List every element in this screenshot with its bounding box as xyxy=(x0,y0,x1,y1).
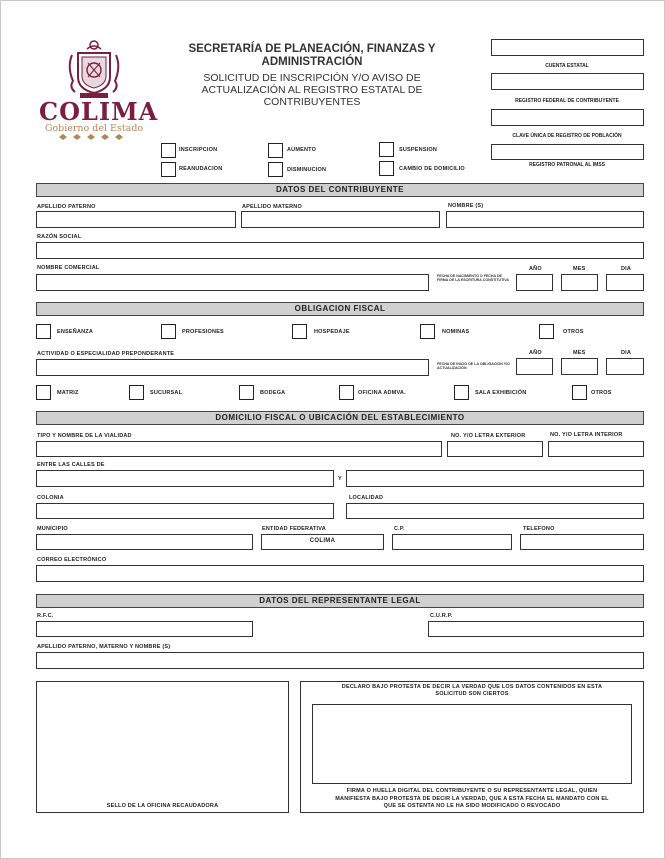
correo-label: CORREO ELECTRÓNICO xyxy=(37,557,107,563)
sala-exhibicion-label: SALA EXHIBICIÓN xyxy=(475,390,527,396)
profesiones-checkbox[interactable] xyxy=(161,324,176,339)
colonia-label: COLONIA xyxy=(37,495,64,501)
mes-field-2[interactable] xyxy=(561,358,598,375)
rep-curp-label: C.U.R.P. xyxy=(430,613,453,619)
rep-curp-field[interactable] xyxy=(428,621,644,637)
otros-checkbox[interactable] xyxy=(539,324,554,339)
firma-instructions: FIRMA O HUELLA DIGITAL DEL CONTRIBUYENTE O SU REPRESENTANTE LEGAL, QUIEN MANIFIESTA BAJO PROTESTA DE DECIR LA VERDAD, QUE A ESTA FECHA EL MANDATO CON EL QUE SE OSTENTA NO LE HA SIDO MODIFICADO O REVOCADO xyxy=(335,788,609,809)
cp-label: C.P. xyxy=(394,526,405,532)
cp-field[interactable] xyxy=(392,534,512,550)
hospedaje-checkbox[interactable] xyxy=(292,324,307,339)
rep-nombre-label: APELLIDO PATERNO, MATERNO Y NOMBRE (S) xyxy=(37,644,171,650)
dia-field-2[interactable] xyxy=(606,358,644,375)
bodega-label: BODEGA xyxy=(260,390,286,396)
reanudacion-checkbox[interactable] xyxy=(161,162,176,177)
nombre-comercial-label: NOMBRE COMERCIAL xyxy=(37,265,100,271)
declaracion-text: DECLARO BAJO PROTESTA DE DECIR LA VERDAD QUE LOS DATOS CONTENIDOS EN ESTA SOLICITUD SON CIERTOS xyxy=(341,684,603,697)
rep-rfc-field[interactable] xyxy=(36,621,253,637)
form-title: SOLICITUD DE INSCRIPCIÓN Y/O AVISO DE ACTUALIZACIÓN AL REGISTRO ESTATAL DE CONTRIBUYENTES xyxy=(201,72,423,108)
nominas-checkbox[interactable] xyxy=(420,324,435,339)
telefono-label: TELEFONO xyxy=(523,526,555,532)
dia-label-2: DIA xyxy=(621,350,632,356)
oficina-checkbox[interactable] xyxy=(339,385,354,400)
entre-calle-1-field[interactable] xyxy=(36,470,334,487)
telefono-field[interactable] xyxy=(520,534,644,550)
logo-name: COLIMA xyxy=(39,97,159,126)
apellido-paterno-field[interactable] xyxy=(36,211,236,228)
correo-field[interactable] xyxy=(36,565,644,582)
agency-title: SECRETARÍA DE PLANEACIÓN, FINANZAS Y ADMINISTRACIÓN xyxy=(188,43,436,68)
localidad-field[interactable] xyxy=(346,503,644,519)
no-interior-label: NO. Y/O LETRA INTERIOR xyxy=(550,432,623,438)
bodega-checkbox[interactable] xyxy=(239,385,254,400)
ornament-icon xyxy=(39,134,149,140)
logo xyxy=(39,37,159,137)
apellido-materno-field[interactable] xyxy=(241,211,440,228)
mes-field[interactable] xyxy=(561,274,598,291)
rep-nombre-field[interactable] xyxy=(36,652,644,669)
ano-field-2[interactable] xyxy=(516,358,553,375)
ano-field[interactable] xyxy=(516,274,553,291)
municipio-label: MUNICIPIO xyxy=(37,526,68,532)
municipio-field[interactable] xyxy=(36,534,253,550)
razon-social-label: RAZÓN SOCIAL xyxy=(37,234,82,240)
curp-label: CLAVE ÚNICA DE REGISTRO DE POBLACIÓN xyxy=(512,133,622,139)
rfc-field[interactable] xyxy=(491,73,644,90)
dia-label: DIA xyxy=(621,266,632,272)
matriz-checkbox[interactable] xyxy=(36,385,51,400)
sello-box xyxy=(36,681,289,813)
entidad-label: ENTIDAD FEDERATIVA xyxy=(262,526,326,532)
sala-exhibicion-checkbox[interactable] xyxy=(454,385,469,400)
apellido-paterno-label: APELLIDO PATERNO xyxy=(37,204,96,210)
ensenanza-checkbox[interactable] xyxy=(36,324,51,339)
disminucion-checkbox[interactable] xyxy=(268,162,283,177)
coat-of-arms-icon xyxy=(39,37,149,99)
no-exterior-field[interactable] xyxy=(447,441,543,457)
vialidad-field[interactable] xyxy=(36,441,442,457)
sucursal-checkbox[interactable] xyxy=(129,385,144,400)
otros-label: OTROS xyxy=(563,329,584,335)
suspension-label: SUSPENSION xyxy=(399,147,438,153)
logo-subtitle: Gobierno del Estado xyxy=(44,123,144,134)
cuenta-estatal-field[interactable] xyxy=(491,39,644,56)
fecha-nacimiento-note: FECHA DE NACIMIENTO O FECHA DE FIRMA DE LA ESCRITURA CONSTITUTIVA xyxy=(437,274,510,283)
representante-section-header: DATOS DEL REPRESENTANTE LEGAL xyxy=(36,594,644,608)
otros-label-2: OTROS xyxy=(591,390,612,396)
nominas-label: NOMINAS xyxy=(442,329,470,335)
fecha-inicio-note: FECHA DE INICIO DE LA OBLIGACIÓN Y/O ACTUALIZACIÓN xyxy=(437,362,510,371)
razon-social-field[interactable] xyxy=(36,242,644,259)
matriz-label: MATRIZ xyxy=(57,390,79,396)
imss-field[interactable] xyxy=(491,144,644,160)
mes-label: MES xyxy=(573,266,586,272)
ano-label: AÑO xyxy=(529,266,542,272)
localidad-label: LOCALIDAD xyxy=(349,495,384,501)
rep-rfc-label: R.F.C. xyxy=(37,613,54,619)
actividad-label: ACTIVIDAD O ESPECIALIDAD PREPONDERANTE xyxy=(37,351,175,357)
nombre-label: NOMBRE (S) xyxy=(448,203,484,209)
ano-label-2: AÑO xyxy=(529,350,542,356)
y-label: Y xyxy=(338,476,342,482)
dia-field[interactable] xyxy=(606,274,644,291)
actividad-field[interactable] xyxy=(36,359,429,376)
sello-label: SELLO DE LA OFICINA RECAUDADORA xyxy=(106,803,219,809)
contribuyente-section-header: DATOS DEL CONTRIBUYENTE xyxy=(36,183,644,197)
nombre-comercial-field[interactable] xyxy=(36,274,429,291)
obligacion-section-header: OBLIGACION FISCAL xyxy=(36,302,644,316)
disminucion-label: DISMINUCION xyxy=(287,167,327,173)
mes-label-2: MES xyxy=(573,350,586,356)
profesiones-label: PROFESIONES xyxy=(182,329,224,335)
cuenta-estatal-label: CUENTA ESTATAL xyxy=(545,63,589,69)
imss-label: REGISTRO PATRONAL AL IMSS xyxy=(529,162,605,168)
apellido-materno-label: APELLIDO MATERNO xyxy=(242,204,302,210)
entre-calles-label: ENTRE LAS CALLES DE xyxy=(37,462,105,468)
aumento-label: AUMENTO xyxy=(287,147,317,153)
suspension-checkbox[interactable] xyxy=(379,142,394,157)
vialidad-label: TIPO Y NOMBRE DE LA VIALIDAD xyxy=(37,433,132,439)
nombre-field[interactable] xyxy=(446,211,644,228)
entidad-value: COLIMA xyxy=(309,538,336,544)
rfc-label: REGISTRO FEDERAL DE CONTRIBUYENTE xyxy=(515,98,619,104)
firma-field[interactable] xyxy=(312,704,632,784)
curp-field[interactable] xyxy=(491,109,644,126)
colonia-field[interactable] xyxy=(36,503,334,519)
oficina-label: OFICINA ADMVA. xyxy=(358,390,406,396)
otros-checkbox-2[interactable] xyxy=(572,385,587,400)
hospedaje-label: HOSPEDAJE xyxy=(314,329,350,335)
inscripcion-checkbox[interactable] xyxy=(161,143,176,158)
reanudacion-label: REANUDACION xyxy=(179,166,223,172)
inscripcion-label: INSCRIPCION xyxy=(179,147,218,153)
sucursal-label: SUCURSAL xyxy=(150,390,183,396)
no-interior-field[interactable] xyxy=(548,441,644,457)
entre-calle-2-field[interactable] xyxy=(346,470,644,487)
ensenanza-label: ENSEÑANZA xyxy=(57,329,94,335)
no-exterior-label: NO. Y/O LETRA EXTERIOR xyxy=(451,433,526,439)
cambio-domicilio-checkbox[interactable] xyxy=(379,161,394,176)
aumento-checkbox[interactable] xyxy=(268,143,283,158)
domicilio-section-header: DOMICILIO FISCAL O UBICACIÓN DEL ESTABLECIMIENTO xyxy=(36,411,644,425)
cambio-domicilio-label: CAMBIO DE DOMICILIO xyxy=(399,166,465,172)
